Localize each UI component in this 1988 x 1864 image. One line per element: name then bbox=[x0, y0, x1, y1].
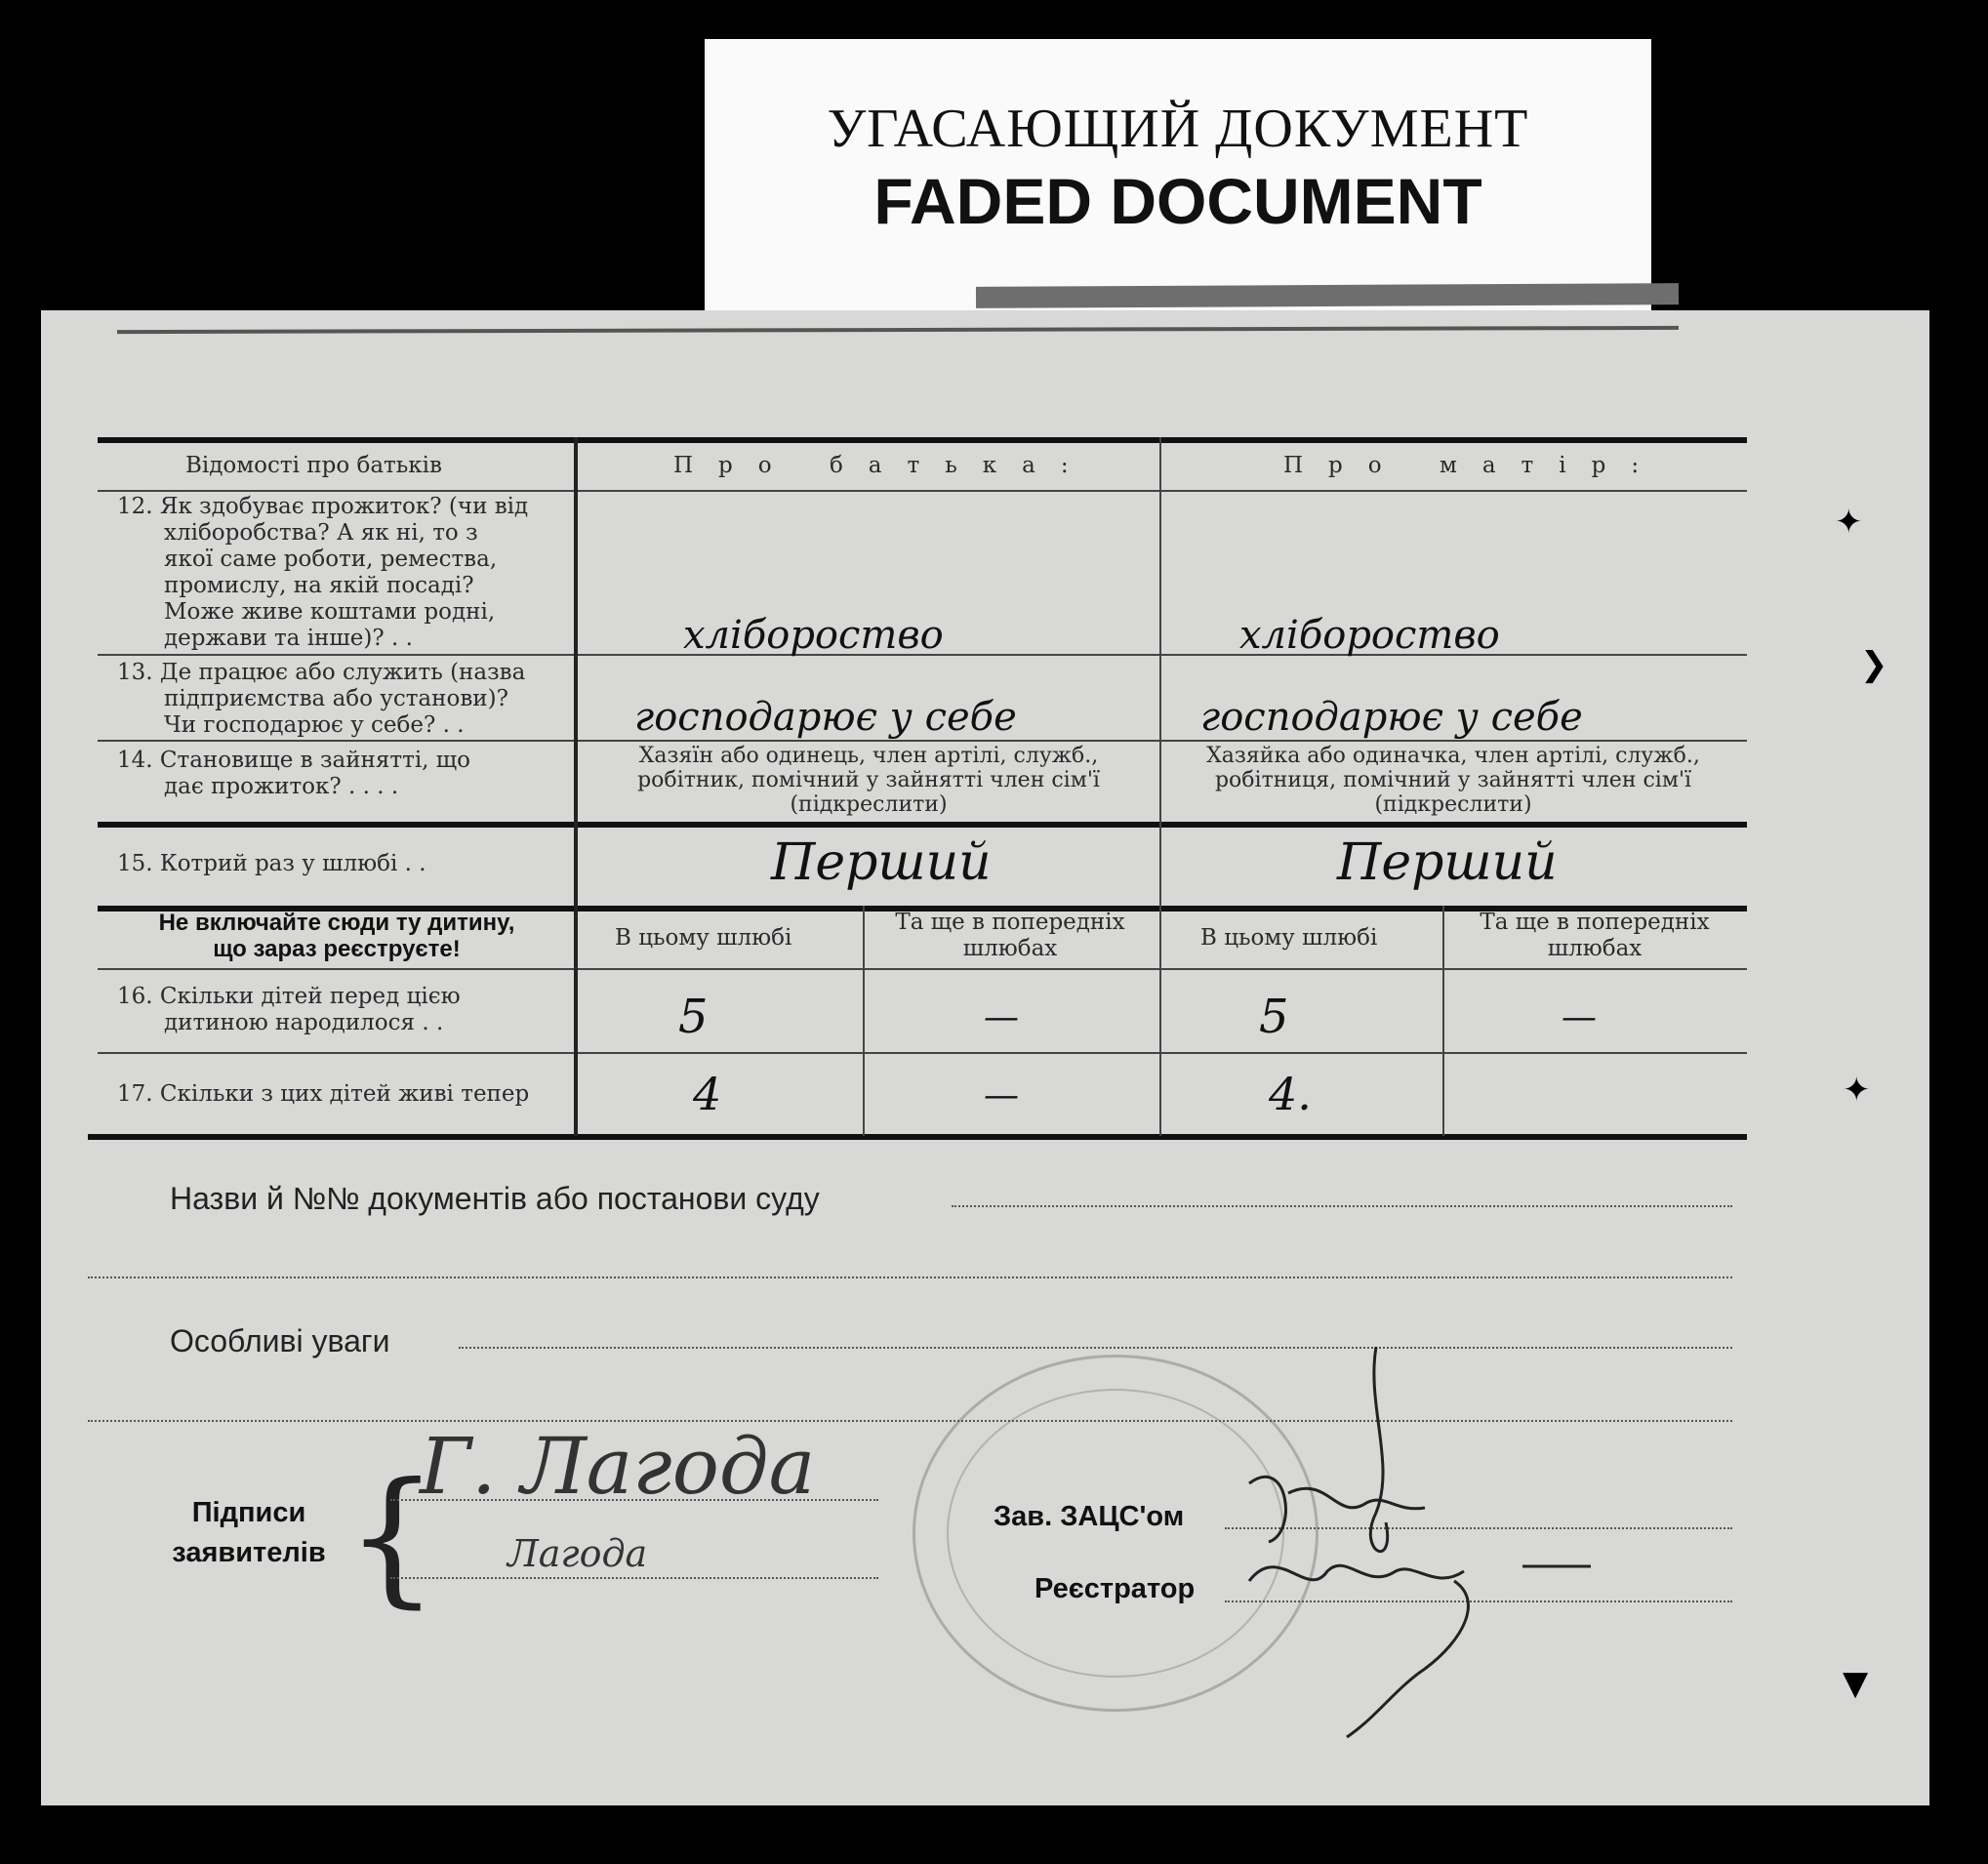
question-16: 16. Скільки дітей перед цією дитиною народилося . . bbox=[117, 984, 461, 1035]
col-divider-mother-prev bbox=[1442, 906, 1444, 1136]
punch-hole-icon: ✦ bbox=[1843, 1071, 1871, 1110]
applicants-signatures-label: Підписи заявителів bbox=[172, 1497, 326, 1568]
documents-label: Назви й №№ документів або постанови суду bbox=[170, 1181, 820, 1216]
question-15: 15. Котрий раз у шлюбі . . bbox=[117, 851, 426, 876]
signature-brace: { bbox=[345, 1452, 439, 1622]
mother-children-count-handwritten: 5 bbox=[1259, 990, 1289, 1044]
documents-line bbox=[952, 1205, 1732, 1207]
official-signatures-scribble bbox=[1230, 1347, 1640, 1757]
mother-living-children-handwritten: 4. bbox=[1269, 1068, 1312, 1120]
table-bottom-rule bbox=[88, 1134, 1747, 1140]
father-living-children-handwritten: 4 bbox=[693, 1068, 722, 1120]
applicant-signature-2: Лагода bbox=[507, 1532, 648, 1575]
registrar-label: Реєстратор bbox=[1035, 1573, 1196, 1604]
mother-marriage-count-handwritten: Перший bbox=[1337, 833, 1558, 892]
subheader-rule bbox=[98, 968, 1747, 970]
punch-hole-icon: ▼ bbox=[1843, 1664, 1869, 1703]
parents-info-table bbox=[88, 437, 1742, 1138]
father-livelihood-handwritten: хлібороство bbox=[683, 613, 944, 658]
label-english: FADED DOCUMENT bbox=[873, 165, 1482, 237]
mother-prev-children-dash: — bbox=[1562, 997, 1597, 1037]
punch-hole-icon: ✦ bbox=[1835, 503, 1863, 542]
col-divider-father bbox=[574, 437, 578, 1136]
mother-this-marriage-header: В цьому шлюбі bbox=[1200, 925, 1378, 951]
header-rule bbox=[98, 490, 1747, 492]
col-divider-father-prev bbox=[863, 906, 865, 1136]
row14-rule bbox=[98, 822, 1747, 828]
question-17: 17. Скільки з цих дітей живі тепер bbox=[117, 1081, 530, 1107]
col-header-mother: Про матір: bbox=[1283, 453, 1665, 478]
question-14: 14. Становище в зайнятті, що дає прожиток? . . . . bbox=[117, 748, 471, 799]
father-prev-children-dash: — bbox=[984, 997, 1019, 1037]
col-header-father: Про батька: bbox=[673, 453, 1094, 478]
zags-head-label: Зав. ЗАЦС'ом bbox=[994, 1501, 1185, 1532]
mother-workplace-handwritten: господарює у себе bbox=[1200, 695, 1583, 740]
question-12: 12. Як здобуває прожиток? (чи від хліборобства? А як ні, то з якої саме роботи, ремества, промислу, на якій посаді? Може живе коштами родні, держави та інше)? . . bbox=[117, 494, 529, 651]
mother-livelihood-handwritten: хлібороство bbox=[1239, 613, 1500, 658]
father-workplace-handwritten: господарює у себе bbox=[634, 695, 1017, 740]
row13-rule bbox=[98, 740, 1747, 742]
row16-rule bbox=[98, 1052, 1747, 1054]
father-employment-options: Хазяїн або одинець, член артілі, служб., робітник, помічний у зайнятті член сім'ї (підкреслити) bbox=[637, 744, 1100, 817]
father-this-marriage-header: В цьому шлюбі bbox=[615, 925, 792, 951]
back-sheet-edge bbox=[976, 283, 1679, 308]
documents-line-2 bbox=[88, 1276, 1732, 1278]
father-prev-marriage-header: Та ще в попередніх шлюбах bbox=[895, 910, 1125, 961]
father-children-count-handwritten: 5 bbox=[678, 990, 709, 1044]
label-russian: УГАСАЮЩИЙ ДОКУМЕНТ bbox=[827, 99, 1529, 159]
note-exclude-child: Не включайте сюди ту дитину, що зараз реєструєте! bbox=[158, 910, 515, 962]
mother-employment-options: Хазяйка або одиначка, член артілі, служб., робітниця, помічний у зайнятті член сім'ї (підкреслити) bbox=[1206, 744, 1700, 817]
faded-document-label-card bbox=[705, 39, 1651, 322]
special-notes-label: Особливі уваги bbox=[170, 1323, 390, 1358]
mother-prev-marriage-header: Та ще в попередніх шлюбах bbox=[1480, 910, 1710, 961]
father-marriage-count-handwritten: Перший bbox=[771, 833, 992, 892]
col-divider-mother bbox=[1159, 437, 1161, 1136]
question-13: 13. Де працює або служить (назва підприємства або установи)? Чи господарює у себе? . . bbox=[117, 660, 526, 738]
table-top-rule bbox=[98, 437, 1747, 443]
punch-hole-icon: ❯ bbox=[1860, 645, 1888, 684]
applicant-signature-1: Г. Лагода bbox=[420, 1421, 816, 1512]
father-prev-living-dash: — bbox=[984, 1075, 1019, 1115]
col-header-parents-info: Відомості про батьків bbox=[185, 453, 442, 478]
signature-line-2 bbox=[390, 1577, 878, 1579]
